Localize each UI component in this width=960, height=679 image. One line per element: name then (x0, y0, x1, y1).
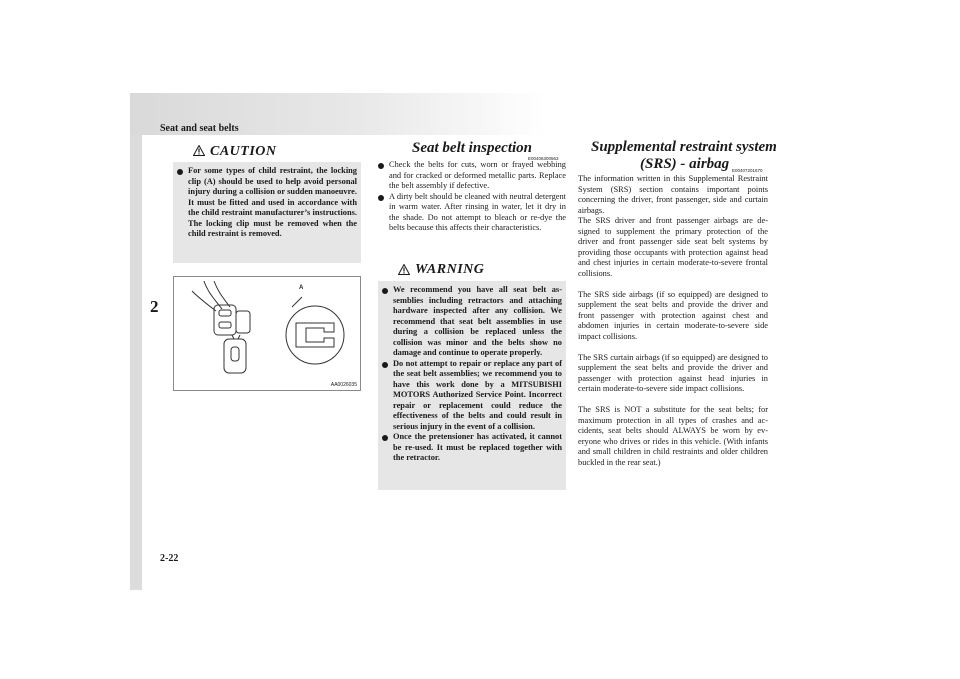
locking-clip-figure (173, 276, 361, 391)
caution-list (177, 166, 357, 240)
caution-title: CAUTION (210, 144, 277, 159)
section-title: Seat and seat belts (160, 123, 239, 134)
srs-paragraph: The information written in this Supplemental Restraint System (SRS) section contains important points concerning the driver, front passenger, side and curtain airbags. (578, 174, 768, 215)
caution-header (173, 141, 361, 162)
srs-paragraph: The SRS curtain airbags (if so equipped) are designed to supplement the seat belts and provide the driver and passenger with protection against head injuries in certain moderate-to-severe side impact collisions. (578, 352, 768, 393)
warning-title: WARNING (415, 262, 485, 277)
warning-box (378, 258, 566, 490)
caution-box (173, 141, 361, 263)
inspection-ref-code: E00406300563 (528, 156, 559, 161)
warning-bullet-text: Once the pretensioner has activated, it cannot be re-used. It must be replaced together with the retractor. (393, 432, 562, 462)
srs-paragraph: The SRS driver and front passenger airbags are designed to supplement the primary protection of the driver and front passenger side seat belt systems by providing those occupants with protection against head and chest injuries in certain moderate-to-severe frontal collisions. (578, 216, 768, 278)
srs-paragraph: The SRS side airbags (if so equipped) are designed to supplement the seat belts and provide the driver and front passenger with protection against chest and abdomen injuries in certain moderate-to-severe side impact collisions. (578, 289, 768, 341)
caution-bullet (177, 166, 357, 240)
bullet-dot-icon (382, 362, 388, 368)
bullet-dot-icon (177, 169, 183, 175)
chapter-number: 2 (150, 297, 159, 316)
bullet-dot-icon (378, 163, 384, 169)
warning-bullet-text: Do not attempt to repair or replace any part of the seat belt assemblies; we recommend you to have this work done by a MITSUBISHI MOTORS Authorized Service Point. Incorrect repair or replacement could reduce the effectiveness of the belts and could result in serious injury in the event of a collision. (393, 358, 562, 431)
srs-ref-code: E00407201670 (732, 168, 763, 173)
locking-clip-illustration (174, 277, 360, 390)
inspection-bullet-text: A dirty belt should be cleaned with neutral detergent in warm water. After rinsing in water, let it dry in the shade. Do not attempt to bleach or re-dye the belts because this affects their characteristics. (389, 191, 566, 232)
warning-bullet (382, 432, 562, 464)
chapter-tab (130, 135, 142, 590)
caution-bullet-text: For some types of child restraint, the locking clip (A) should be used to help avoid personal injury during a collision or sudden manoeuvre. It must be fitted and used in accordance with the child restraint manufacturer’s instructions. The locking clip must be removed when the child restraint is removed. (188, 166, 357, 238)
srs-body (578, 174, 768, 468)
bullet-dot-icon (378, 195, 384, 201)
srs-heading-line1: Supplemental restraint system (591, 139, 777, 155)
bullet-dot-icon (382, 435, 388, 441)
warning-list (382, 285, 562, 464)
page-number: 2-22 (160, 553, 179, 564)
warning-header (378, 258, 566, 281)
warning-bullet-text: We recommend you have all seat belt assemblies including retractors and attaching hardware inspected after any collision. We recommend that seat belt assemblies in use during a collision be replaced unless the collision was minor and the belts show no damage and continue to operate properly. (393, 285, 562, 357)
inspection-heading: Seat belt inspection (412, 140, 532, 156)
inspection-bullet-text: Check the belts for cuts, worn or frayed webbing and for cracked or deformed metallic parts. Replace the belt assembly if defective. (389, 160, 566, 190)
srs-heading-line2: (SRS) - airbag (640, 156, 730, 172)
bullet-dot-icon (382, 288, 388, 294)
warning-bullet (382, 359, 562, 433)
srs-paragraph: The SRS is NOT a substitute for the seat belts; for maximum protection in all types of crashes and accidents, seat belts should ALWAYS be worn by everyone who drives or rides in this vehicle. (With infants and small children in child restraints and older children buckled in the rear seat.) (578, 405, 768, 467)
warning-triangle-icon (398, 264, 410, 275)
inspection-list (378, 160, 566, 234)
figure-code: AA0026035 (330, 382, 357, 388)
figure-label-a: A (299, 285, 304, 291)
inspection-bullet (378, 192, 566, 234)
warning-bullet (382, 285, 562, 359)
warning-triangle-icon (193, 145, 205, 156)
inspection-bullet (378, 160, 566, 192)
